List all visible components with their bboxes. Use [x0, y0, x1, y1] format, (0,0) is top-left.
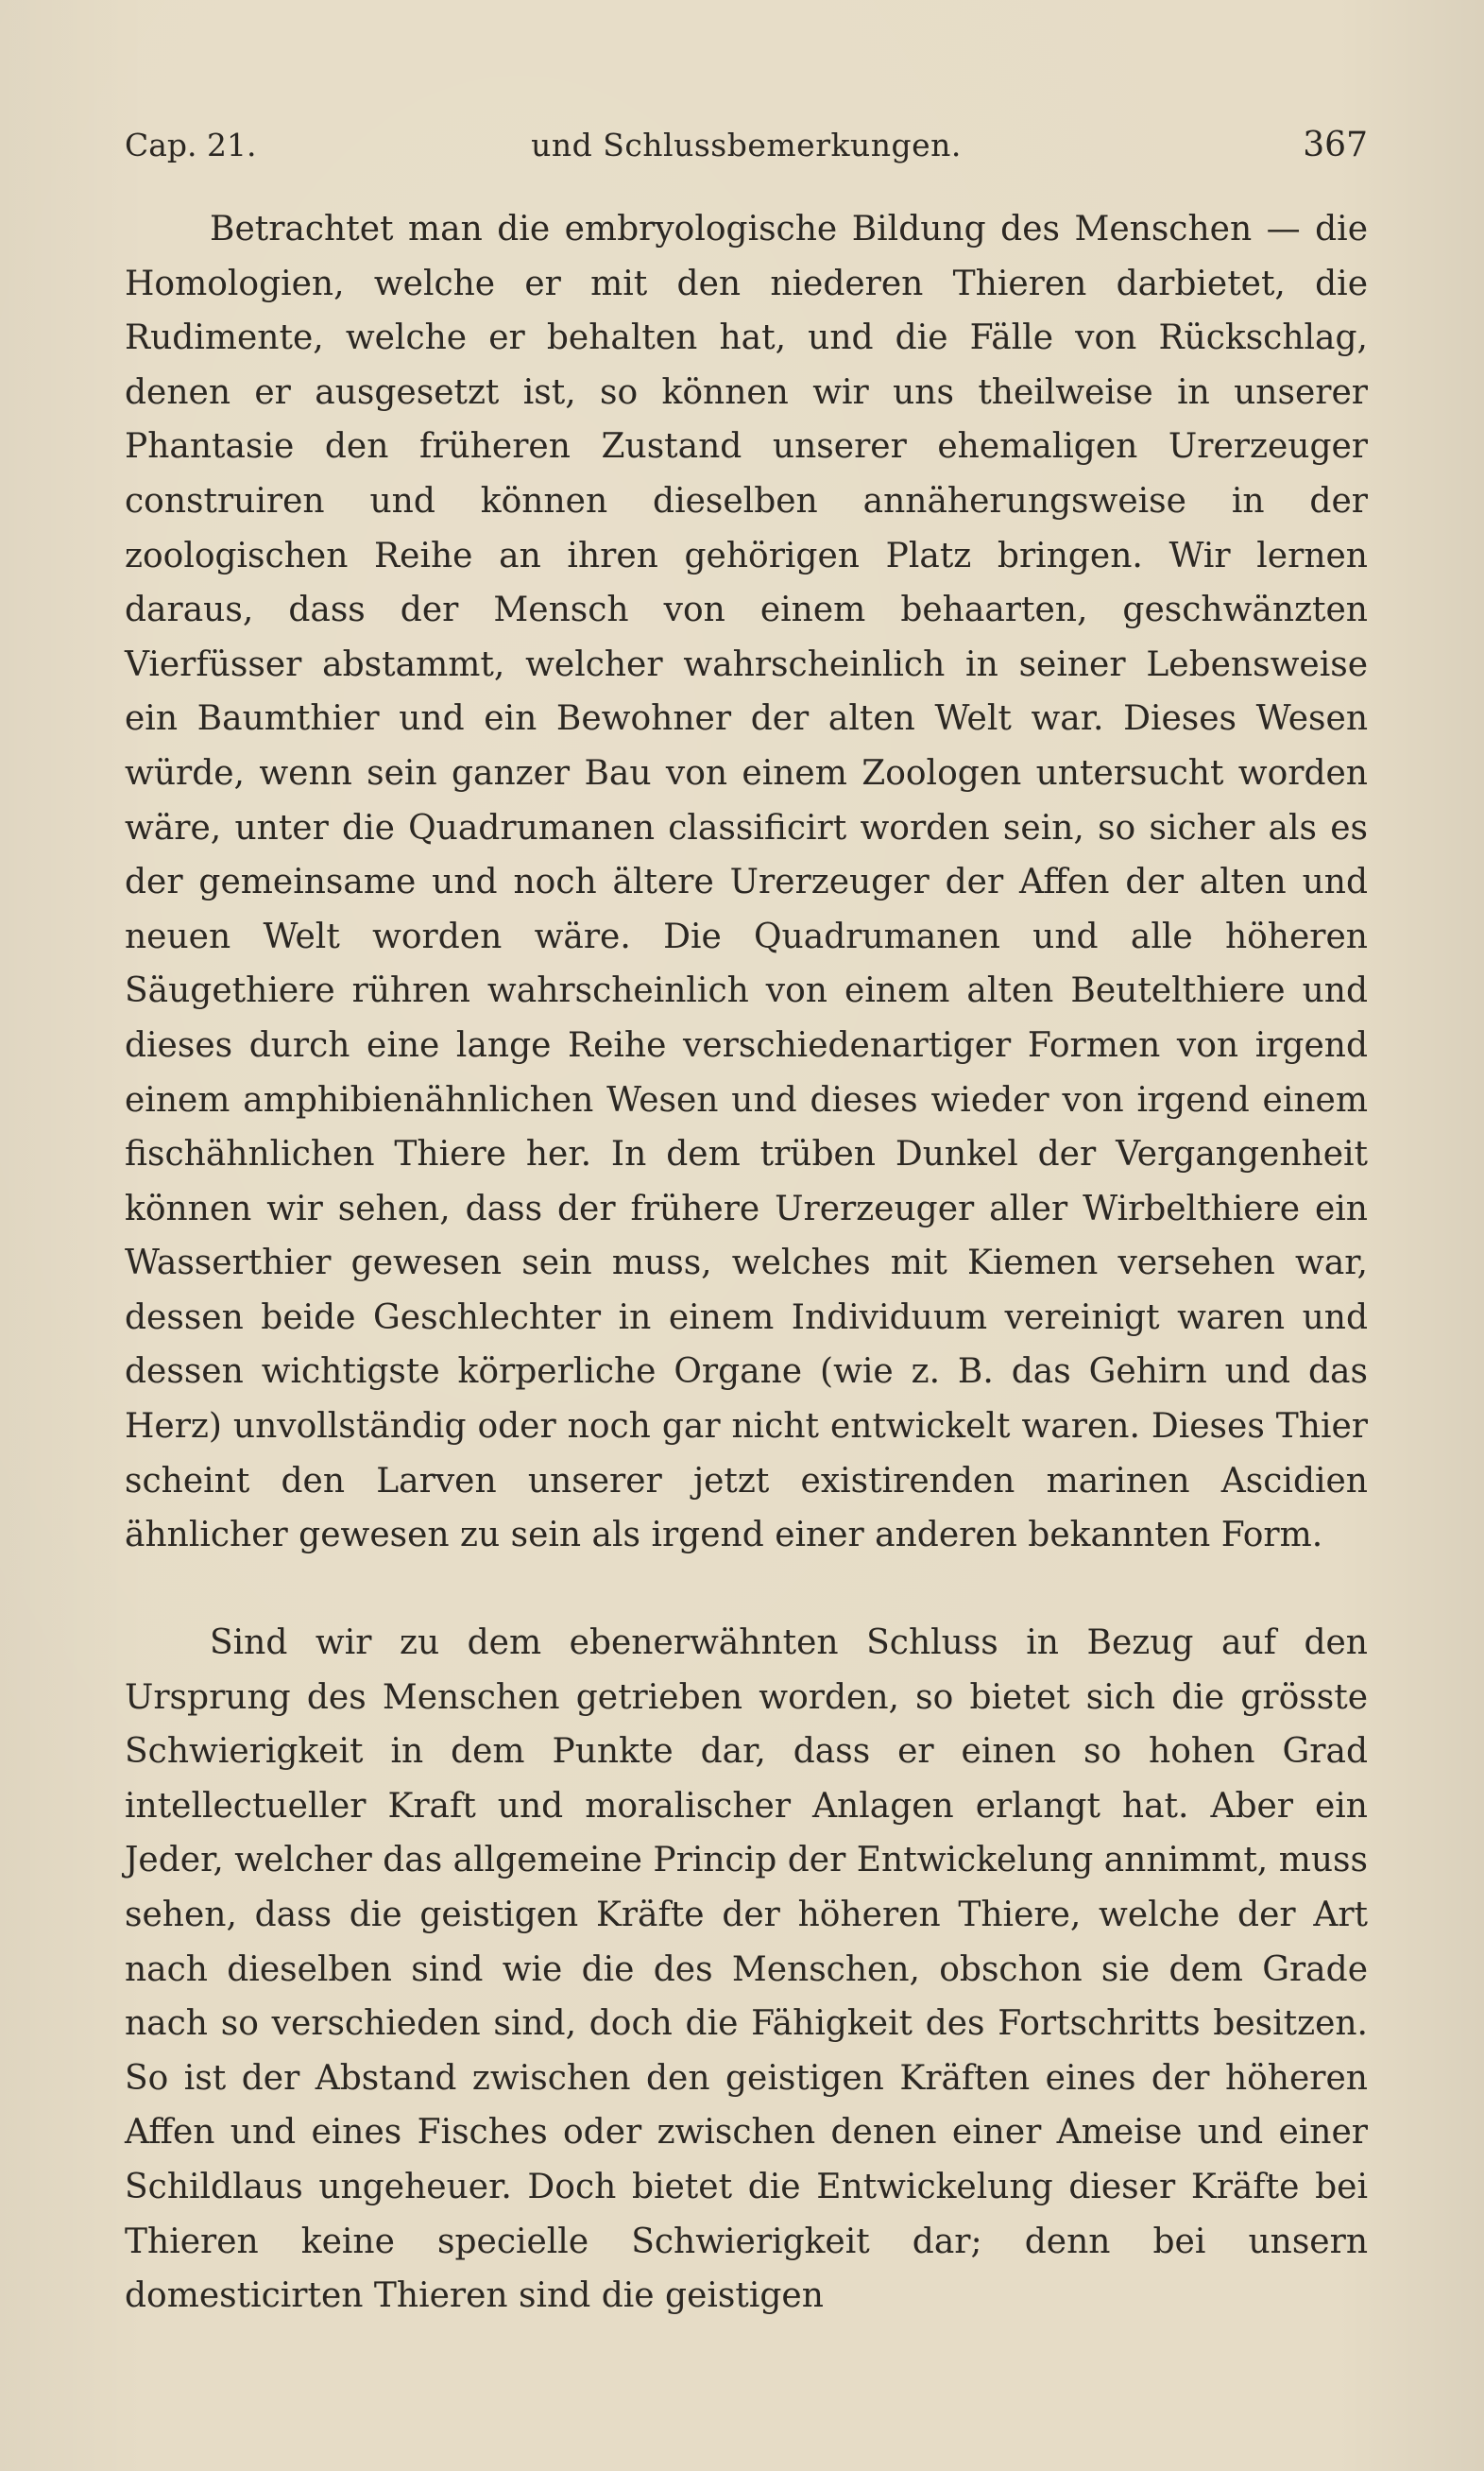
paragraph-mental-powers: Sind wir zu dem ebenerwähnten Schluss in Bezug auf den Ursprung des Menschen getrieben worden, so bietet sich die grösste Schwierigkeit in dem Punkte dar, dass er einen so hohen Grad intellectueller Kraft und moralischer Anlagen erlangt hat. Aber ein Jeder, welcher das allgemeine Princip der Entwickelung annimmt, muss sehen, dass die geistigen Kräfte der höheren Thiere, welche der Art nach dieselben sind wie die des Menschen, obschon sie dem Grade nach so verschieden sind, doch die Fähigkeit des Fortschritts besitzen. So ist der Abstand zwischen den geistigen Kräften eines der höheren Affen und eines Fisches oder zwischen denen einer Ameise und einer Schildlaus ungeheuer. Doch bietet die Entwickelung dieser Kräfte bei Thieren keine specielle Schwierigkeit dar; denn bei unsern domesticirten Thieren sind die geistigen [125, 1623, 1368, 2316]
running-header [125, 121, 1368, 170]
running-title: und Schlussbemerkungen. [531, 127, 962, 163]
page-number: 367 [1303, 126, 1368, 164]
paragraph-embryology: Betrachtet man die embryologische Bildung des Menschen — die Homologien, welche er mit den niederen Thieren darbietet, die Rudimente, welche er behalten hat, und die Fälle von Rückschlag, denen er ausgesetzt ist, so können wir uns theilweise in unserer Phantasie den früheren Zustand unserer ehemaligen Urerzeuger construiren und können dieselben annäherungsweise in der zoologischen Reihe an ihren gehörigen Platz bringen. Wir lernen daraus, dass der Mensch von einem behaarten, geschwänzten Vierfüsser abstammt, welcher wahrscheinlich in seiner Lebensweise ein Baumthier und ein Bewohner der alten Welt war. Dieses Wesen würde, wenn sein ganzer Bau von einem Zoologen untersucht worden wäre, unter die Quadrumanen classificirt worden sein, so sicher als es der gemeinsame und noch ältere Urerzeuger der Affen der alten und neuen Welt worden wäre. Die Quadrumanen und alle höheren Säugethiere rühren wahrscheinlich von einem alten Beutelthiere und dieses durch eine lange Reihe verschiedenartiger Formen von irgend einem amphibienähnlichen Wesen und dieses wieder von irgend einem fischähnlichen Thiere her. In dem trüben Dunkel der Vergangenheit können wir sehen, dass der frühere Urerzeuger aller Wirbelthiere ein Wasserthier gewesen sein muss, welches mit Kiemen versehen war, dessen beide Geschlechter in einem Individuum vereinigt waren und dessen wichtigste körperliche Organe (wie z. B. das Gehirn und das Herz) unvollständig oder noch gar nicht entwickelt waren. Dieses Thier scheint den Larven unserer jetzt existirenden marinen Ascidien ähnlicher gewesen zu sein als irgend einer anderen bekannten Form. [125, 210, 1368, 1555]
chapter-label: Cap. 21. [125, 127, 257, 163]
